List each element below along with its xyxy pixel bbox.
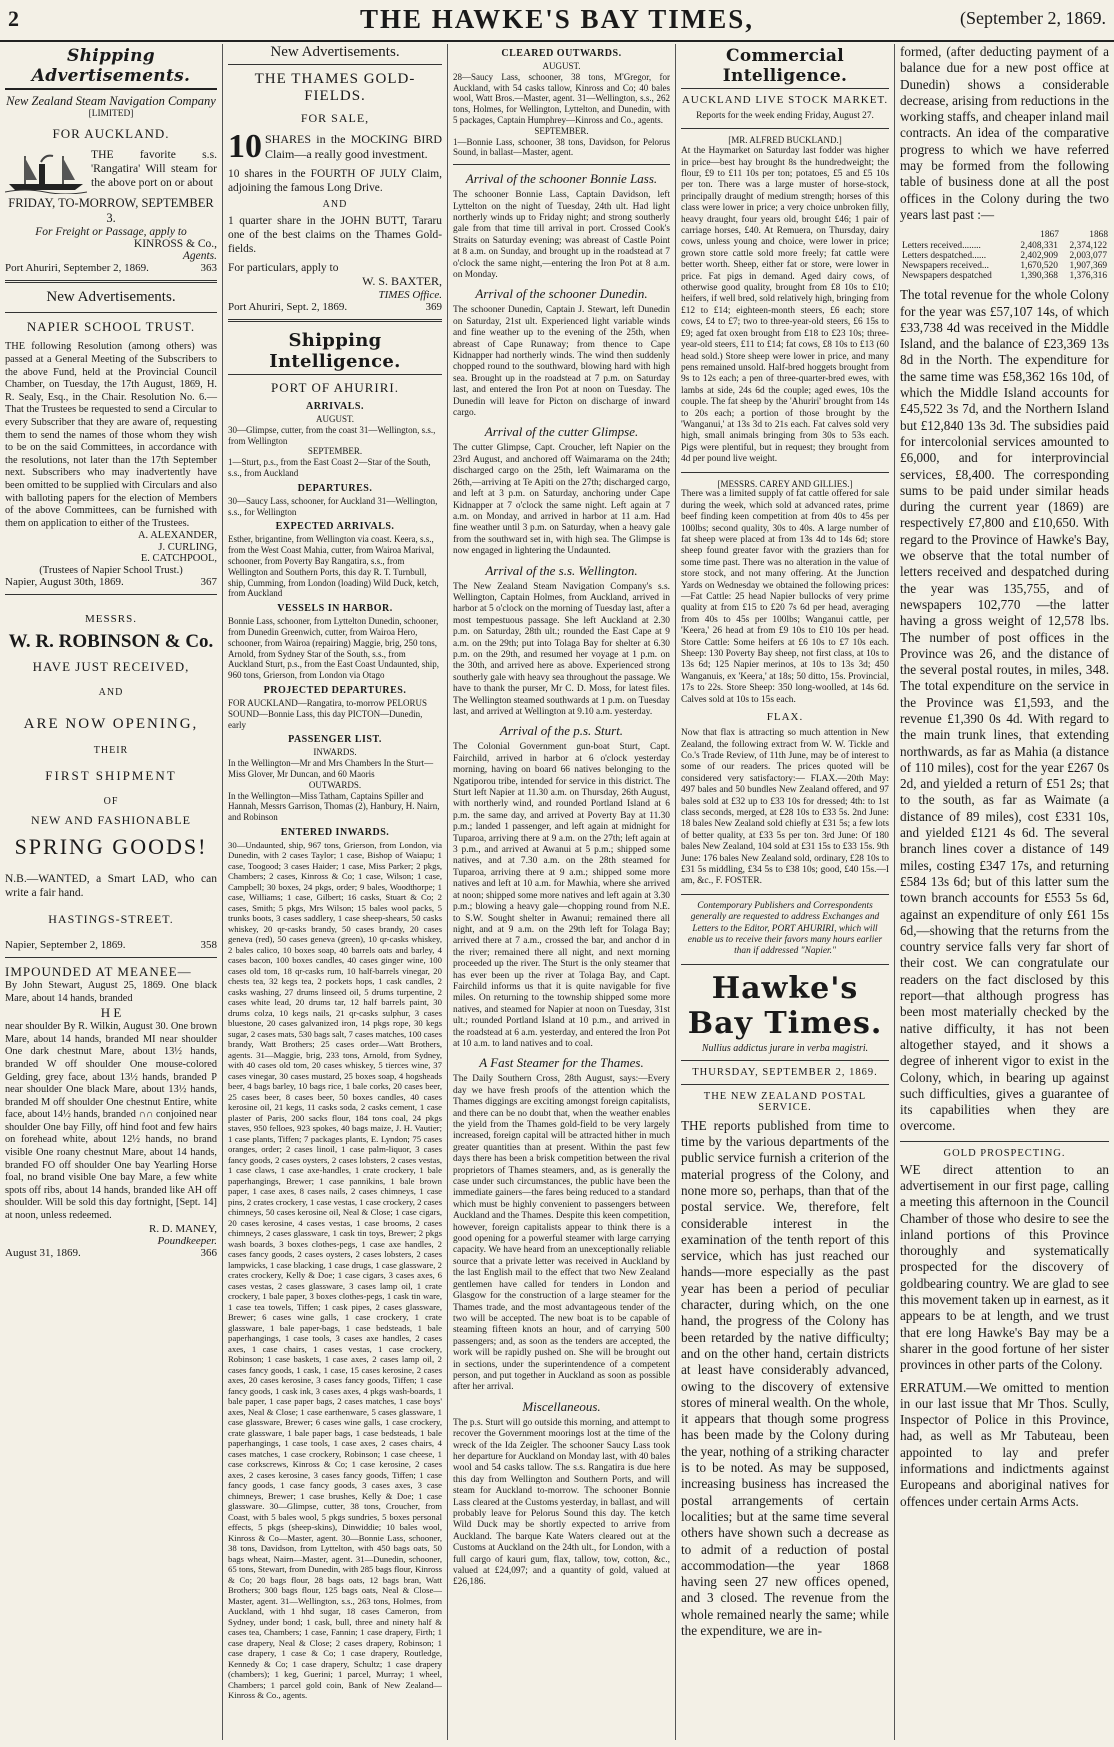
shipping-intelligence-heading: Shipping Intelligence. — [228, 328, 442, 375]
advert-number: 363 — [200, 262, 217, 275]
arrivals-month-2: SEPTEMBER. — [307, 446, 363, 457]
have-just-received: HAVE JUST RECEIVED, — [32, 658, 190, 674]
pound-advert-number: 366 — [200, 1246, 217, 1259]
shipping-ads-heading: Shipping Advertisements. — [5, 44, 217, 90]
pound-date: August 31, 1869. — [5, 1246, 81, 1259]
article-body-sturt: The Colonial Government gun-boat Sturt, Capt. Fairchild, arrived in harbor at 6 o'clock yesterday morning, having on board 66 natives belonging to the Ngatiporou tribe, intended for service in this district. The Sturt left Napier at 11.30 a.m. on Thursday, 26th August, with northerly wind, and rounded Portland Island at 6 p.m. the same day, and arrived at Poverty Bay at 11.30 p.m.; landed 1 passenger, and left again at midnight for Tuparoa, arriving there at 9 a.m. on the 27th; left again at 3 p.m., and arrived at Awanui at 5 p.m.; shipped some natives, and at 7.30 a.m. on the 28th steamed for Tuparoa, arriving there at 9 a.m.; shipped some more natives and left at 10 a.m. for Mawhia, where she arrived at noon; shipped some more natives and left again at 3.30 p.m.; blowing a heavy gale—chopping round from N.E. to S.W. Sought shelter in Awanui; remained there all night, and at 9 a.m. on the 29th left for Tolaga Bay; arrived there at 7 a.m., crossed the bar, and anchor d in the river; remained there all night, and next morning proceeded up the river. The Sturt is the only steamer that has ever been up the river at Tolaga Bay, and Capt. Fairchild informs us that it is quite navigable for five miles. On returning to the township shipped some more natives, and steamed for Napier at noon on Tuesday, 31st ult.; rounded Portland Island at 10 p.m., and arrived in the roadstead at 6 a.m. yesterday, and entered the Iron Pot at 10 a.m. to land natives and to coal. — [453, 742, 670, 1049]
gold-prospecting-heading: GOLD PROSPECTING. — [943, 1147, 1066, 1159]
livestock-market-heading: AUCKLAND LIVE STOCK MARKET. — [681, 94, 889, 106]
commercial-intelligence-heading: Commercial Intelligence. — [681, 44, 889, 89]
pound-body-2: near shoulder By R. Wilkin, August 30. One brown Mare, about 14 hands, branded MI near shoulder One dark chestnut Mare, about 13½ hands, branded W off shoulder One mouse-colored Gelding, grey face, about 13½ hands, branded P near shoulder One black Mare, about 13½ hands, branded M off shoulder One chestnut Entire, white face, about 14½ hands, branded ∩∩ conjoined near shoulder One bay Filly, off hind foot and few hairs on forehead white, about 12½ hands, no brand visible One roany chestnut Mare, about 14 hands, branded FO off shoulder One bay Yearling Horse foal, no brand visible One bay Mare, a few white spots off ribs, about 14 hands, branded like AH off shoulder. Will be sold this day fortnight, [Sept. 14] at noon, unless redeemed. — [5, 1021, 217, 1222]
for-auckland-heading: FOR AUCKLAND. — [52, 126, 170, 142]
passenger-list-heading: PASSENGER LIST. — [288, 734, 382, 746]
issue-date: (September 2, 1869. — [960, 8, 1106, 28]
arrivals-august-list: 30—Glimpse, cutter, from the coast 31—Wellington, s.s., from Wellington — [228, 424, 436, 446]
poundkeeper-name: R. D. MANEY, — [149, 1222, 217, 1235]
for-sale-label: FOR SALE, — [300, 111, 370, 125]
editorial-dateline: THURSDAY, SEPTEMBER 2, 1869. — [692, 1066, 878, 1078]
article-body-bonnie-lass: The schooner Bonnie Lass, Captain Davidson, left Lyttelton on the night of Tuesday, 24th ult. Had light northerly winds up to Friday night; and strong southerly gale from that time till arrival in port. Crossed Cook's Straits on Saturday evening; was abreast of Castle Point at 8 a.m. on Sunday, and brought up in the roadstead at 7 o'clock the same night,—entering the Iron Pot at 8 a.m. on Monday. — [453, 190, 670, 281]
carey-gillies-label: [MESSRS. CAREY AND GILLIES.] — [717, 478, 853, 489]
trustee-2: J. CURLING, — [158, 541, 217, 553]
thames-heading: THE THAMES GOLD-FIELDS. — [254, 71, 416, 104]
wanted-notice: N.B.—WANTED, a Smart LAD, who can write a fair hand. — [5, 872, 217, 899]
erratum-notice: ERRATUM.—We omitted to mention in our last issue that Mr Thos. Scully, Inspector of Police in this Province, had, as well as Mr Tabuteau, been appointed to lay and prefer informations and indictments against Europeans and aboriginal natives for offences under certain Arms Acts. — [900, 1379, 1109, 1509]
column-2 — [222, 44, 447, 1740]
table-row: Letters despatched...... 2,402,909 2,003,077 — [902, 251, 1107, 262]
passengers-inwards: In the Wellington—Mr and Mrs Chambers In the Sturt—Miss Glover, Mr Duncan, and 60 Maoris — [228, 758, 434, 779]
newspaper-title: THE HAWKE'S BAY TIMES, — [359, 4, 755, 34]
paper-nameplate: Hawke's Bay Times. — [687, 970, 883, 1041]
column-5 — [894, 44, 1114, 1740]
article-heading-bonnie-lass: Arrival of the schooner Bonnie Lass. — [465, 171, 658, 187]
article-heading-thames-steamer: A Fast Steamer for the Thames. — [479, 1055, 644, 1071]
baxter-date: Port Ahuriri, Sept. 2, 1869. — [228, 301, 348, 313]
expected-arrivals-list: Esther, brigantine, from Wellington via coast. Keera, s.s., from the West Coast Mahia, cutter, from Wairoa Marival, schooner, from Poverty Bay Rangatira, s.s., from Wellington and Southern Ports, this day R. T. Turnbull, ship, Cumming, from London (loading) Wild Duck, ketch, from Auckland — [228, 534, 439, 599]
vessels-in-harbor-heading: VESSELS IN HARBOR. — [277, 603, 393, 615]
buckland-report: At the Haymarket on Saturday last fodder was higher in price—best hay brought 8s the hundredweight; the flour, £9 to £11 10s per ton; potatoes, £5 and £5 10s per ton. There was a large muster of horse-stock, principally draught of medium strength; horses of this class were lower in price; a very choice unbroken filly, heavy draught, four years old, brought £46; 1 pair of carriage horses, £40. At Remuera, on Thursday, dairy cows, unless young and choice, were lower in price; grown store cattle sold more freely; fat cattle were better worth. Sheep, either fat or store, were lower in price. Fat pigs in demand. Aged dairy cows, of otherwise good quality, brought from £8 10s to £10; heifers, if well bred, sold relatively high, bringing from £12 to £14; eighteen-month steers, £6 each; store cows, £4 to £7; two to three-year-old steers, £6 15s to £9; aged fat oxen brought from £18 to £23 10s; three-year-old steers, £11 to £14; fat cows, £8 10s to £13 (60 head sold.) Store sheep were lower in price, and many pens remained unsold. Half-bred hoggets brought from 9s to 12s each; a pen of three-quarter-bred ewes, with lambs at side, 24s 6d the couple; aged ewes, 10s the couple. The fat sheep by the 'Ahuriri' brought from 14s to 20s each; a portion of those brought by the 'Wanganui,' at 13s 3d to 21s each. Fat calves sold very high, small animals bringing from 30s to 53s each. Pigs were plentiful, but in request; they brought from 4d per pound live weight. — [681, 146, 889, 465]
departures-heading: DEPARTURES. — [297, 482, 373, 494]
article-body-wellington: The New Zealand Steam Navigation Company's s.s. Wellington, Captain Holmes, from Auckland, arrived in harbor at 5 o'clock on the morning of Tuesday last, after a most tempestuous passage. She left Auckland at 2.30 p.m. on Saturday, 28th ult.; rounded the East Cape at 9 a.m. on the 29th; put into Tolaga Bay for shelter at 6.30 p.m. on the 29th, and resumed her voyage at 1 p.m. on the 30th, and arrived here as above. Experienced strong southerly gale with heavy sea throughout the passage. We have to thank the purser, Mr C. D. Moss, for latest files. The Wellington steamed southwards at 1 p.m. on Tuesday last, and arrived at Wellington at 9.10 a.m. yesterday. — [453, 581, 670, 718]
sail-date: FRIDAY, TO-MORROW, SEPTEMBER 3. — [8, 196, 214, 226]
messrs-label: MESSRS. — [85, 612, 137, 625]
poundkeeper-title: Poundkeeper. — [157, 1234, 217, 1247]
projected-departures-list: FOR AUCKLAND—Rangatira, to-morrow PELORUS SOUND—Bonnie Lass, this day PICTON—Dunedin, early — [228, 697, 427, 730]
are-now-opening: ARE NOW OPENING, — [23, 715, 199, 732]
postal-service-revenue: The total revenue for the whole Colony for the year was £57,107 14s, of which £33,738 4d was received in the Middle Island, and the balance of £23,369 13s 8d in the North. The expenditure for the same time was £58,362 16s 10d, of which the Middle Island accounts for £45,522 3s 7d, and the Northern Island but £12,840 13s 3d. The subsidies paid for intercolonial services amounted to £6,000, and for interprovincial services, £8,400. The corresponding sums to be paid under similar heads during the current year (1869) are respectively £7,800 and £10,650. With regard to the Province of Hawke's Bay, we observe that the total number of letters received and despatched during the year was 135,755, and of newspapers 102,770 —the latter having a gross weight of 12,578 lbs. The number of post offices in the Province was 26, and the distance of the several postal routes, in miles, 348. The total expenditure on the service in the Province was £1,593, and the revenue £1,390 0s 4d. With regard to the main trunk lines, that extending northwards, as far as Mahia (a distance of 110 miles), cost for the year £267 0s 2d, and yielded a return of £51 2s; that to the south, as far as Waimate (a distance of 89 miles), cost £331 10s, and yielded £121 4s 6d. The several branch lines cover a distance of 149 miles, costing £347 17s, and returning £584 13s 6d; but of this latter sum the town branch accounts for £553 5s 6d, against an expenditure of only £61 15s 6d,—showing that the returns from the country service falls very far short of their cost. We can congratulate our readers on the fact disclosed by this report—that although progress has been most materially checked by the native difficulty, it has not been altogether stayed, and it shows a degree of inherent vigor to exist in the Colony, which, in bearing up against such difficulties, gives a guarantee of its capabilities when they are overcome. — [900, 287, 1109, 1134]
carey-gillies-report: There was a limited supply of fat cattle offered for sale during the week, which sold at advanced rates, prime beef finding keen competition at from 40s to 45s per 100lbs; second quality, 30s to 40s. A large number of fat sheep were placed at from 13s 4d to 14s 6d; store sheep found greater favor with the graziers than for some time past. There was no alteration in the value of store stock, and not many offering. At the Junction Yards on Wednesday we obtained the following prices:—Fat Cattle: 25 head Napier bullocks of very prime quality at from £15 to £20 7s 6d per head, averaging from 40s to 45s per 100lbs; Wanganui cattle, per 'Keera,' 26 head at from £9 10s to £10 10s per head. Store Cattle: Some heifers at £6 10s to £7 10s each. Sheep: 130 Poverty Bay sheep, not first class, at 10s to 13s 6d; 125 Napier merinos, at 10s to 13s 3d; 450 Wanganuis, ex 'Keera,' at 18s; 50 ditto, 15s. Provincial, 17s to 22s. Store Sheep: 350 long-woolled, at 14s 6d. Calves sold at 10s to 15s each. — [681, 489, 889, 705]
article-heading-dunedin: Arrival of the schooner Dunedin. — [475, 286, 648, 302]
shares-mocking-bird: SHARES in the MOCKING BIRD Claim—a really good investment. — [265, 132, 442, 161]
table-header-row — [900, 229, 1109, 241]
column-4 — [675, 44, 894, 1740]
projected-departures-heading: PROJECTED DEPARTURES. — [263, 684, 407, 696]
departures-list: 30—Saucy Lass, schooner, for Auckland 31—Wellington, s.s., for Wellington — [228, 495, 438, 517]
first-shipment: FIRST SHIPMENT — [45, 767, 177, 783]
article-heading-sturt: Arrival of the p.s. Sturt. — [499, 723, 624, 739]
ship-advert-text: THE favorite s.s. 'Rangatira' Will steam for the above port on or about — [91, 148, 217, 190]
their-label: THEIR — [93, 744, 129, 756]
trustee-1: A. ALEXANDER, — [137, 530, 217, 542]
robinson-date: Napier, September 2, 1869. — [5, 938, 126, 951]
agents-name: KINROSS & Co., — [133, 238, 217, 251]
column-1 — [0, 44, 222, 1740]
arrivals-september-list: 1—Sturt, p.s., from the East Coast 2—Star of the South, s.s., from Auckland — [228, 457, 431, 478]
spring-goods: SPRING GOODS! — [14, 833, 208, 859]
entered-inwards-list: 30—Undaunted, ship, 967 tons, Grierson, from London, via Dunedin, with 2 cases Taylor; 1 case, Bishop of Waiapu; 1 case, Toogood; 3 cases Haider; 1 case, Miss Parker; 2 pkgs, Chambers; 2 cases, Kinross & Co; 1 case, Wilson; 1 case, Campbell; 30 boxes, 24 pkgs, order; 9 bales, Woodthorpe; 1 case, Williams; 1 case, Gilbert; 16 casks, Stuart & Co; 2 cases, Smith; 5 pkgs, Mrs Wilson; 15 bales wool packs, 5 trunks boots, 3 cases saddlery, 1 case sheep-shears, 50 casks whiskey, 20 qr-casks brandy, 50 cases brandy, 20 cases geneva (red), 50 cases geneva (green), 10 qr-casks whiskey, 2 bales calico, 10 boxes soap, 40 barrels oats and barley, 4 cases bacon, 100 boxes candles, 40 cases ginger wine, 100 cases old tom, 18 qr-casks rum, 10 half-barrels vinegar, 20 chests tea, 32 kegs tea, 2 pockets hops, 1 cask candles, 2 casks washing, 27 drums linseed oil, 5 drums turpentine, 2 cases white lead, 20 drums tar, 12 half barrels paint, 30 drums colza, 10 kegs nails, 21 qr-casks sulphur, 3 cases bluestone, 20 cases galvanized iron, 14 pkgs rope, 30 kegs sugar, 2 cases mats, 530 bags salt, 7 cases matches, 100 cases brandy, Watt Brothers; 25 cases order—Watt Brothers, agents. 31—Maggie, brig, 233 tons, Arnold, from Sydney, with 40 cases old tom, 20 cases whiskey, 5 tierces wine, 37 cases vinegar, 30 cases mustard, 25 boxes soap, 4 hogsheads beer, 4 bags barley, 10 bags rice, 1 bale corks, 20 cases beer, 25 cases beer, 8 cases beer, 50 boxes candles, 40 cases kerosine oil, 21 kegs, 11 casks soda, 2 casks cement, 1 case plaster of Paris, 200 sacks flour, 184 tons coal, 24 pkgs staves, 950 felloes, 923 spokes, 40 bags maize, J. H. Vautier; 1 case plants, Tiffen; 7 packages plants, E. Lyndon; 75 cases oranges, order; 2 cases linoil, 1 case palm-liquor, 3 cases fancy goods, 2 cases oysters, 2 cases lobsters, 2 cases vestas, 1 case claws, 1 case axe-handles, 1 crate crockery, 1 bale paperhangings, Brewer; 1 case pannikins, 1 bale brown paper, 1 case axes, 8 cases nails, 2 cases chimneys, 1 case pins, 2 crates crockery, 1 case vestas, 1 case crockery, 2 cases chimneys, 50 cases kerosine oil, Neal & Close; 1 case cigars, 20 cases kerosine, 4 cases vestas, 1 case brooms, 2 cases chimneys, 2 cases glassware, 1 cask tin toys, Brewer; 2 pkgs wash boards, 3 boxes clothes-pegs, 1 case axe handles, 2 cases fancy goods, 2 cases oysters, 2 cases lobsters, 2 cases lampwicks, 1 case blacking, 1 case drugs, 1 case glassware, 2 crates crockery, Kelly & Doe; 1 case cigars, 3 cases axes, 6 cases vestas, 2 cases glassware, 3 cases lamp oil, 1 crate crockery, 1 bale paper, 3 boxes clothes-pegs, 1 cask tin ware, 1 case tea towels, Tiffen; 1 cask pipes, 2 cases glassware, Brewer; 6 cases wine galls, 1 case crockery, 1 crate glassware, 1 bale paper-bags, 1 case bedsteads, 1 bale paperhangings, 1 case tools, 3 cases axe handles, 2 cases axes, 1 case chairs, 1 cases vestas, 1 case crockery, Robinson; 1 case baskets, 1 case axes, 2 cases lamp oil, 2 cases fancy goods, 1 cask, 1 case, 15 cases kerosine, 2 cases axes, 20 cases kerosine, 3 cases fancy goods, Tiffen; 1 case fancy goods, 1 cask ink, 3 cases axes, 4 pkgs wash-boards, 1 bale paper, 1 case paper bags, 2 cases matches, 1 case boys' axes, Neal & Close; 1 case earthenware, 5 cases glassware, 1 case glassware, Brewer; 6 cases wine galls, 1 case crockery, crate glassware, 1 bale paper bags, 1 case bedsteads, 1 bale paperhangings, 1 case tools, 1 case axes, 2 cases chairs, 4 cases matches, 1 case crockery, Robinson; 1 case cheese, 1 case corkscrews, Kinross & Co; 1 case kerosine, 2 cases axes, 2 cases kerosine, 3 cases fancy goods, Tiffen; 1 case fancy goods, 1 case fancy goods, 3 cases axes, 3 case chimneys, Brewer; 1 case brushes, Kelly & Doe; 1 case glassware. 30—Glimpse, cutter, 38 tons, Croucher, from Coast, with 5 bales wool, 5 pkgs sundries, 5 boxes personal effects, 5 pkgs (sheep-skins), Dinwiddie; 10 bales wool, Kinross & Co—Master, agent. 30—Bonnie Lass, schooner, 38 tons, Davidson, from Lyttelton, with 450 bags oats, 50 bags wheat, Nairn—Master, agent. 31—Dunedin, schooner, 65 tons, Stewart, from Dunedin, with 285 bags flour, Kinross & Co; 20 bags flour, 28 bags oats, 12 bags bran, Watt Brothers; 300 bags flour, 125 bags oats, Neal & Close—Master, agent. 31—Wellington, s.s., 263 tons, Holmes, from Auckland, with 1 hhd sugar, 18 cases Cameron, from Sydney, under bond; 1 cask, bull, three and ninety half & cases tea, Chambers; 1 case, Fannin; 1 case drapery, Firth; 1 case drapery, Neal & Close; 2 cases drapery, Robinson; 1 case drapery, 1 case & Co; 1 case drapery, Routledge, Kennedy & Co; 1 case drapery, Schultz; 1 case drapery (chambers); 1 keg, Guerini; 1 parcel, Murray; 1 wheel, Chambers; 1 parcel gold coin, Bank of New Zealand—Kinross & Co., agents. — [228, 839, 442, 1701]
article-heading-glimpse: Arrival of the cutter Glimpse. — [484, 424, 639, 440]
postal-stats-table — [900, 229, 1109, 281]
arrivals-heading: ARRIVALS. — [306, 401, 364, 412]
new-ads-heading-2: New Advertisements. — [228, 44, 442, 65]
school-trust-heading: NAPIER SCHOOL TRUST. — [26, 319, 196, 335]
of-label: OF — [103, 795, 119, 807]
table-row: Letters received........ 2,408,331 2,374,122 — [902, 241, 1107, 252]
postal-service-heading: THE NEW ZEALAND POSTAL SERVICE. — [703, 1090, 867, 1113]
pound-brand: H E — [100, 1005, 122, 1021]
year-header-1868: 1868 — [1089, 230, 1108, 241]
firm-name: W. R. ROBINSON & Co. — [8, 630, 214, 652]
particulars-text: For particulars, apply to — [228, 262, 339, 274]
article-body-dunedin: The schooner Dunedin, Captain J. Stewart, left Dunedin on Saturday, 21st ult. Experienced light variable winds and fine weather up to the evening of the 25th, when abreast of Cape Runaway; from thence to Cape Kidnapper had northerly winds. The wind then suddenly chopped round to the southward, blowing hard with high sea. Brought up in the roadstead at 7 p.m. on Saturday last, and entered the Iron Pot at noon on Tuesday. The Dunedin will leave for Picton on discharge of inward cargo. — [453, 305, 670, 419]
inwards-label: INWARDS. — [313, 747, 357, 758]
flax-report: Now that flax is attracting so much attention in New Zealand, the following extract from W. W. Tickle and Co.'s Trade Review, of 11th June, may be of interest to some of our readers. The prices quoted will be considered very satisfactory:— FLAX.—20th May: 497 bales and 50 bundles New Zealand offered, and 97 bales sold at £32 up to £33 10s for dressed; 4th: to 1st class seconds, merged, at £28 10s to £33 5s. 2nd June: 18 bales New Zealand sold chiefly at £31 5s; a few lots of better quality, at £33 5s per ton. 3rd June: Of 180 bales New Zealand, 104 sold at £31 15s to £33 15s. 9th June: 176 bales New Zealand sold, ordinary, £28 10s to £31 5s middling, £34 5s to £38 10s; good, £40 15s.—I am, &c., F. FOSTER. — [681, 728, 889, 887]
publishers-notice: Contemporary Publishers and Correspondents generally are requested to address Exchanges and Letters to the Editor, PORT AHURIRI, which will enable us to receive their favors many hours earlier than if addressed "Napier." — [687, 900, 883, 957]
table-row: Newspapers despatched 1,390,368 1,376,316 — [902, 271, 1107, 282]
street-name: HASTINGS-STREET. — [48, 911, 174, 926]
article-body-thames-steamer: The Daily Southern Cross, 28th August, says:—Every day we have fresh proofs of the attention which the Thames diggings are exciting amongst foreign capitalists, and there can be no doubt that, when the weather enables the yield from the Thames gold-field to be very largely increased, foreign capital will be attracted hither in much greater quantities than at present. Within the past few days there has been a brisk competition between the rival proprietors of Thames steamers, and, as is generally the case under such circumstances, the public have been the immediate gainers—the fares being reduced to a standard which must be highly convenient to passengers between Auckland and the Thames. Despite this keen competition, however, foreign capitalists appear to think there is a good opening for a powerful steamer with large carrying capacity. We have heard from an unexceptionally reliable source that a private letter was received in Auckland by the last English mail to the effect that two New Zealand gentlemen have called for tenders in London and Glasgow for the construction of a large steamer for the Thames trade, and the most advantageous tender of the two will be accepted. The new boat is to be capable of steaming fifteen knots an hour, and of carrying 500 passengers; and, as soon as the tenders are accepted, the work will be rapidly pushed on. She will be brought out in sections, under the superintendence of a competent person, and put together in Auckland as soon as possible after her arrival. — [453, 1074, 670, 1393]
school-trust-body: THE following Resolution (among others) was passed at a General Meeting of the Subscribers to the above Fund, held at the Provincial Council Chamber, on Tuesday, the 17th August, 1869, H. R. Sealy, Esq., in the Chair. Resolution No. 6.—That the Trustees be requested to send a Circular to every Subscriber that they are aware of, requesting them to send the names of those whom they wish to be on the said Committees, in accordance with the resolutions, not later than the 17th September next. Subscribers who may inadvertently have been omitted to be supplied with Circulars and also with balloting papers for the election of Members of the above Committees, can be furnished with them on application to either of the Trustees. — [5, 341, 217, 529]
postal-service-body: THE reports published from time to time by the various departments of the public service furnish a criterion of the material progress of the Colony, and none more so, perhaps, than that of the postal service. We, therefore, felt considerable interest in the examination of the tenth report of this service, which has just reached our hands—more especially as the past year has been a period of peculiar character, during which, on the one hand, the progress of the Colony has been retarded by the native difficulty; and on the other hand, certain districts at least have considerably advanced, owing to the discovery of extensive stores of mineral wealth. On the whole, it appears that though some progress has been made by the Colony during the year, nothing of a striking character is to be noted. As may be supposed, increasing business has increased the postal arrangements of certain localities; but at the same time several others have shown such a decrease as to admit of a reduction of postal accommodation—the year 1868 having seen 27 new offices opened, and 3 closed. The revenue from the whole remained nearly the same; while the expenditure, we are in- — [681, 1117, 890, 1639]
new-ads-heading: New Advertisements. — [46, 289, 176, 306]
pound-body-1: By John Stewart, August 25, 1869. One black Mare, about 14 hands, branded — [5, 979, 217, 1004]
article-body-glimpse: The cutter Glimpse, Capt. Croucher, left Napier on the 23rd August, and anchored off Waimarama on the 24th; discharged cargo on the 25th, left Waimarama on the 26th,—arriving at Te Apiti on the 27th; discharged cargo, and left at 3 p.m. on Saturday, anchoring under Cape Kidnapper at 7 o'clock the same night. Left again at 7 a.m. on Monday, and arrived in harbor at 11 a.m. Had fine weather until 3 p.m. on Saturday, when a heavy gale from the southward set in, with high sea. The Glimpse is now engaged in lightering the Undaunted. — [453, 443, 670, 557]
expected-arrivals-heading: EXPECTED ARRIVALS. — [275, 521, 395, 533]
shares-john-butt: 1 quarter share in the JOHN BUTT, Tararu one of the best claims on the Thames Gold-fields. — [228, 215, 442, 255]
paper-motto: Nullius addictus jurare in verba magistri. — [701, 1042, 869, 1054]
year-header-1867: 1867 — [1040, 230, 1059, 241]
baxter-advert-number: 369 — [425, 301, 442, 313]
page-number: 2 — [8, 6, 19, 31]
vessels-in-harbor-list: Bonnie Lass, schooner, from Lyttelton Dunedin, schooner, from Dunedin Greenwich, cutter, from Wairoa Hero, schooner, from Wairoa (repairing) Maggie, brig, 250 tons, Arnold, from Sydney Star of the South, s.s., from Auckland Sturt, p.s., from the East Coast Undaunted, ship, 960 tons, Grierson, from London via Otago — [228, 616, 439, 681]
masthead — [0, 0, 1114, 42]
trustee-3: E. CATCHPOOL, — [140, 553, 217, 565]
trustees-note: (Trustees of Napier School Trust.) — [39, 564, 183, 576]
freight-text: For Freight or Passage, apply to — [35, 226, 187, 239]
steamship-icon — [5, 150, 87, 194]
flax-heading: FLAX. — [766, 711, 804, 724]
postal-service-continued: formed, (after deducting payment of a balance due for a new post office at Dunedin) shows a considerable decrease, arising from reductions in the working staffs, and cheaper inland mail contracts. An idea of the comparative progress to which we have referred may be formed from the following table of business done at all the post offices in the Colony during the two years last past :— — [900, 44, 1109, 222]
buckland-label: [MR. ALFRED BUCKLAND.] — [728, 135, 842, 146]
cleared-august-list: 28—Saucy Lass, schooner, 38 tons, M'Gregor, for Auckland, with 54 casks tallow, Kinross and Co; 40 bales wool, Watt Bros.—Master, agent. 31—Wellington, s.s., 262 tons, Holmes, for Wellington, Lyttelton, and Dunedin, with 5 packages, Captain Humphrey—Kinross and Co., agents. — [453, 71, 670, 125]
cleared-september-list: 1—Bonnie Lass, schooner, 38 tons, Davidson, for Pelorus Sound, in ballast—Master, agent. — [453, 136, 670, 158]
port-heading: PORT OF AHURIRI. — [270, 380, 400, 395]
article-heading-miscellaneous: Miscellaneous. — [522, 1398, 601, 1414]
robinson-advert-number: 358 — [200, 938, 217, 951]
article-heading-wellington: Arrival of the s.s. Wellington. — [485, 562, 638, 578]
agents-label: Agents. — [182, 250, 217, 263]
advert-place-date: Port Ahuriri, September 2, 1869. — [5, 262, 149, 275]
baxter-name: W. S. BAXTER, — [362, 274, 442, 288]
company-name: New Zealand Steam Navigation Company — [6, 94, 216, 108]
arrivals-month: AUGUST. — [315, 414, 355, 424]
livestock-report-period: Reports for the week ending Friday, August 27. — [696, 111, 874, 121]
shares-fourth-july: 10 shares in the FOURTH OF JULY Claim, adjoining the famous Long Drive. — [228, 168, 442, 194]
trust-advert-number: 367 — [200, 575, 217, 588]
shares-number: 10 — [228, 128, 262, 165]
gold-prospecting-body: WE direct attention to an advertisement in our first page, calling a meeting this afternoon in the Council Chamber of those who desire to see the inland portions of this Province thoroughly and systematically prospected for the discovery of goldbearing country. We are glad to see this movement taken up in earnest, as it appears to be at length, and we trust that ere long Hawke's Bay may be a sharer in the good fortune of her sister provinces in other parts of the Colony. — [900, 1161, 1109, 1373]
entered-inwards-heading: ENTERED INWARDS. — [280, 826, 390, 838]
new-fashionable: NEW AND FASHIONABLE — [31, 812, 191, 827]
column-3 — [447, 44, 675, 1740]
and-label: AND — [98, 686, 124, 698]
outwards-label: OUTWARDS. — [308, 779, 362, 790]
cleared-month-2: SEPTEMBER. — [534, 125, 589, 136]
cleared-outwards-heading: CLEARED OUTWARDS. — [501, 48, 622, 59]
cleared-month: AUGUST. — [542, 61, 581, 71]
and-label-2: AND — [322, 199, 348, 210]
table-row: Newspapers received... 1,670,520 1,907,369 — [902, 261, 1107, 272]
passengers-outwards: In the Wellington—Miss Tatham, Captains Spiller and Hannah, Messrs Garrison, Thomas (2), Hanbury, H. Nairn, and Robinson — [228, 790, 440, 823]
article-body-miscellaneous: The p.s. Sturt will go outside this morning, and attempt to recover the Government moorings lost at the time of the wreck of the Ida Zeigler. The schooner Saucy Lass took her departure for Auckland on Monday last, with 40 bales wool and 54 casks tallow. The s.s. Rangatira is due here this day from Wellington and Southern Ports, and will steam for Auckland to-morrow. The schooner Bonnie Lass cleared at the Customs yesterday, in ballast, and will probably leave for Pelorus Sound this day. The ketch Wild Duck may be shortly expected to arrive from Auckland. The barque Kate Waters cleared out at the Customs at Auckland on the 24th ult., for London, with a full cargo of kauri gum, flax, tallow, tow, cotton, &c., valued at £24,097; and a quantity of gold, valued at £26,186. — [453, 1417, 670, 1588]
limited-label: [LIMITED] — [88, 109, 134, 119]
times-office-label: TIMES Office. — [378, 289, 442, 301]
impounded-heading: IMPOUNDED AT MEANEE— — [5, 963, 192, 979]
trust-date: Napier, August 30th, 1869. — [5, 575, 124, 588]
